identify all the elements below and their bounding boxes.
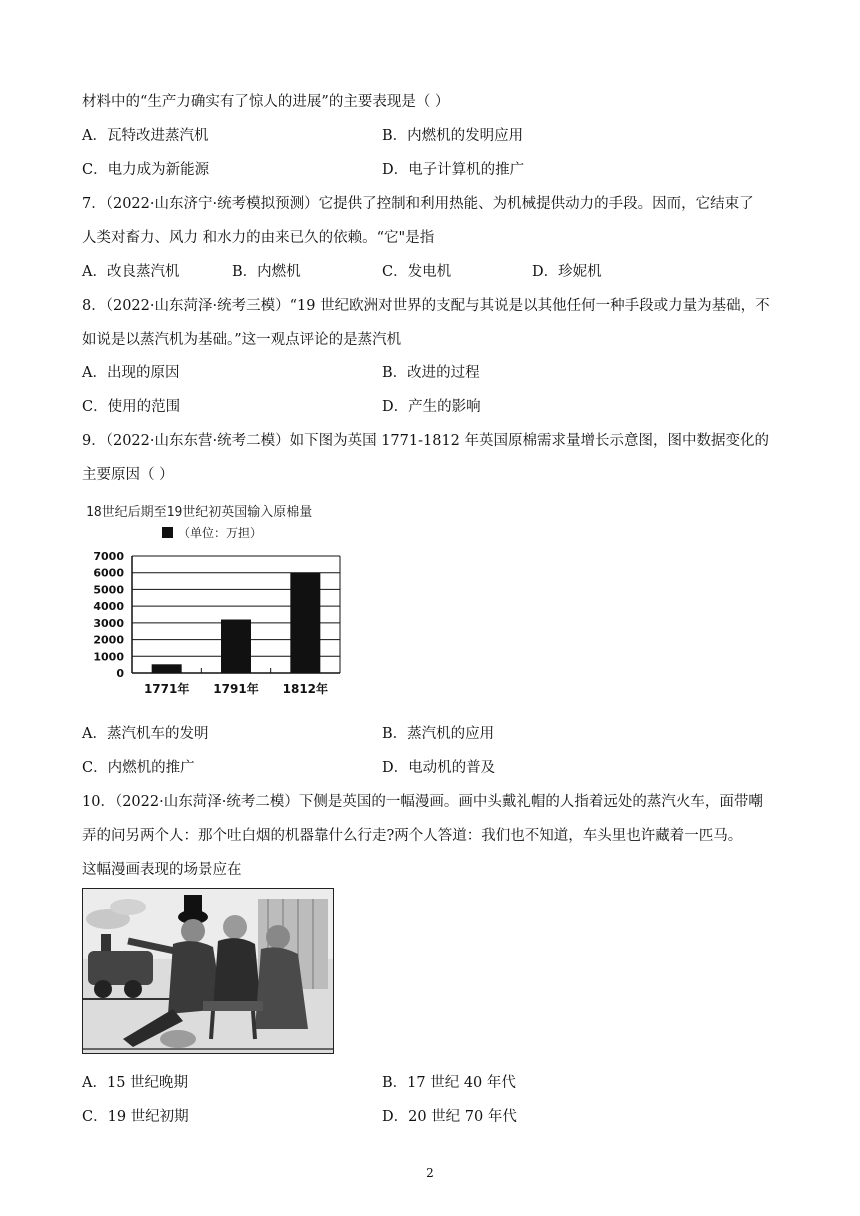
q8-option-d: D．产生的影响 [382, 399, 481, 415]
y-tick-label: 5000 [93, 583, 124, 597]
q9-option-c: C．内燃机的推广 [82, 760, 195, 776]
legend-label: （单位：万担） [178, 526, 263, 540]
cartoon-drawing [83, 889, 333, 1053]
q10-option-b: B．17 世纪 40 年代 [382, 1075, 516, 1091]
x-tick-label: 1791年 [213, 682, 259, 696]
q7-stem-line2: 人类对畜力、风力 和水力的由来已久的依赖。“它"是指 [82, 230, 435, 246]
q9-option-a: A．蒸汽机车的发明 [82, 726, 209, 742]
q10-option-a: A．15 世纪晚期 [82, 1075, 189, 1091]
q6-option-a: A．瓦特改进蒸汽机 [82, 128, 209, 144]
bar [152, 664, 182, 673]
cotton-import-chart [82, 498, 364, 702]
q7-option-a: A．改良蒸汽机 [82, 264, 180, 280]
q7-option-b: B．内燃机 [232, 264, 301, 280]
q6-option-b: B．内燃机的发明应用 [382, 128, 524, 144]
q8-option-a: A．出现的原因 [82, 365, 180, 381]
y-tick-label: 6000 [93, 566, 124, 580]
x-tick-label: 1812年 [282, 682, 329, 696]
q9-option-b: B．蒸汽机的应用 [382, 726, 495, 742]
q7-stem-line1: 7．（2022·山东济宁·统考模拟预测）它提供了控制和利用热能、为机械提供动力的手段。因而，它结束了 [82, 196, 754, 212]
q6-option-c: C．电力成为新能源 [82, 162, 210, 178]
q7-option-c: C．发电机 [382, 264, 452, 280]
q10-stem-line3: 这幅漫画表现的场景应在 [82, 862, 242, 878]
steam-train-cartoon-image [82, 888, 334, 1054]
q8-stem-line1: 8．（2022·山东菏泽·统考三模）“19 世纪欧洲对世界的支配与其说是以其他任何一种手段或力量为基础，不 [82, 298, 770, 314]
page-number: 2 [426, 1166, 434, 1180]
legend-swatch [162, 527, 173, 538]
q8-stem-line2: 如说是以蒸汽机为基础。”这一观点评论的是蒸汽机 [82, 332, 402, 348]
q8-option-c: C．使用的范围 [82, 399, 181, 415]
q10-option-c: C．19 世纪初期 [82, 1109, 189, 1125]
q10-option-d: D．20 世纪 70 年代 [382, 1109, 517, 1125]
bar [290, 573, 320, 673]
y-tick-label: 0 [116, 667, 124, 680]
y-tick-label: 7000 [93, 550, 124, 563]
q9-option-d: D．电动机的普及 [382, 760, 496, 776]
q9-stem-line1: 9．（2022·山东东营·统考二模）如下图为英国 1771-1812 年英国原棉需求量增长示意图，图中数据变化的 [82, 433, 770, 449]
y-tick-label: 4000 [93, 600, 124, 614]
y-tick-label: 2000 [93, 633, 124, 647]
q8-option-b: B．改进的过程 [382, 365, 480, 381]
q10-stem-line1: 10．（2022·山东菏泽·统考二模）下侧是英国的一幅漫画。画中头戴礼帽的人指着远处的蒸汽火车，面带嘲 [82, 794, 763, 810]
plot-area [93, 550, 340, 696]
chart-svg [82, 498, 364, 702]
x-tick-label: 1771年 [143, 682, 190, 696]
q7-option-d: D．珍妮机 [532, 264, 602, 280]
y-tick-label: 1000 [93, 650, 124, 664]
bar [221, 620, 251, 673]
q9-stem-line2: 主要原因（ ） [82, 467, 174, 483]
chart-title: 18世纪后期至19世纪初英国输入原棉量 [86, 505, 313, 520]
q6-option-d: D．电子计算机的推广 [382, 162, 525, 178]
y-tick-label: 3000 [93, 616, 124, 630]
q6-stem: 材料中的“生产力确实有了惊人的进展”的主要表现是（ ） [82, 94, 450, 110]
q10-stem-line2: 弄的问另两个人：那个吐白烟的机器靠什么行走?两个人答道：我们也不知道，车头里也许藏着一匹马。 [82, 828, 743, 844]
